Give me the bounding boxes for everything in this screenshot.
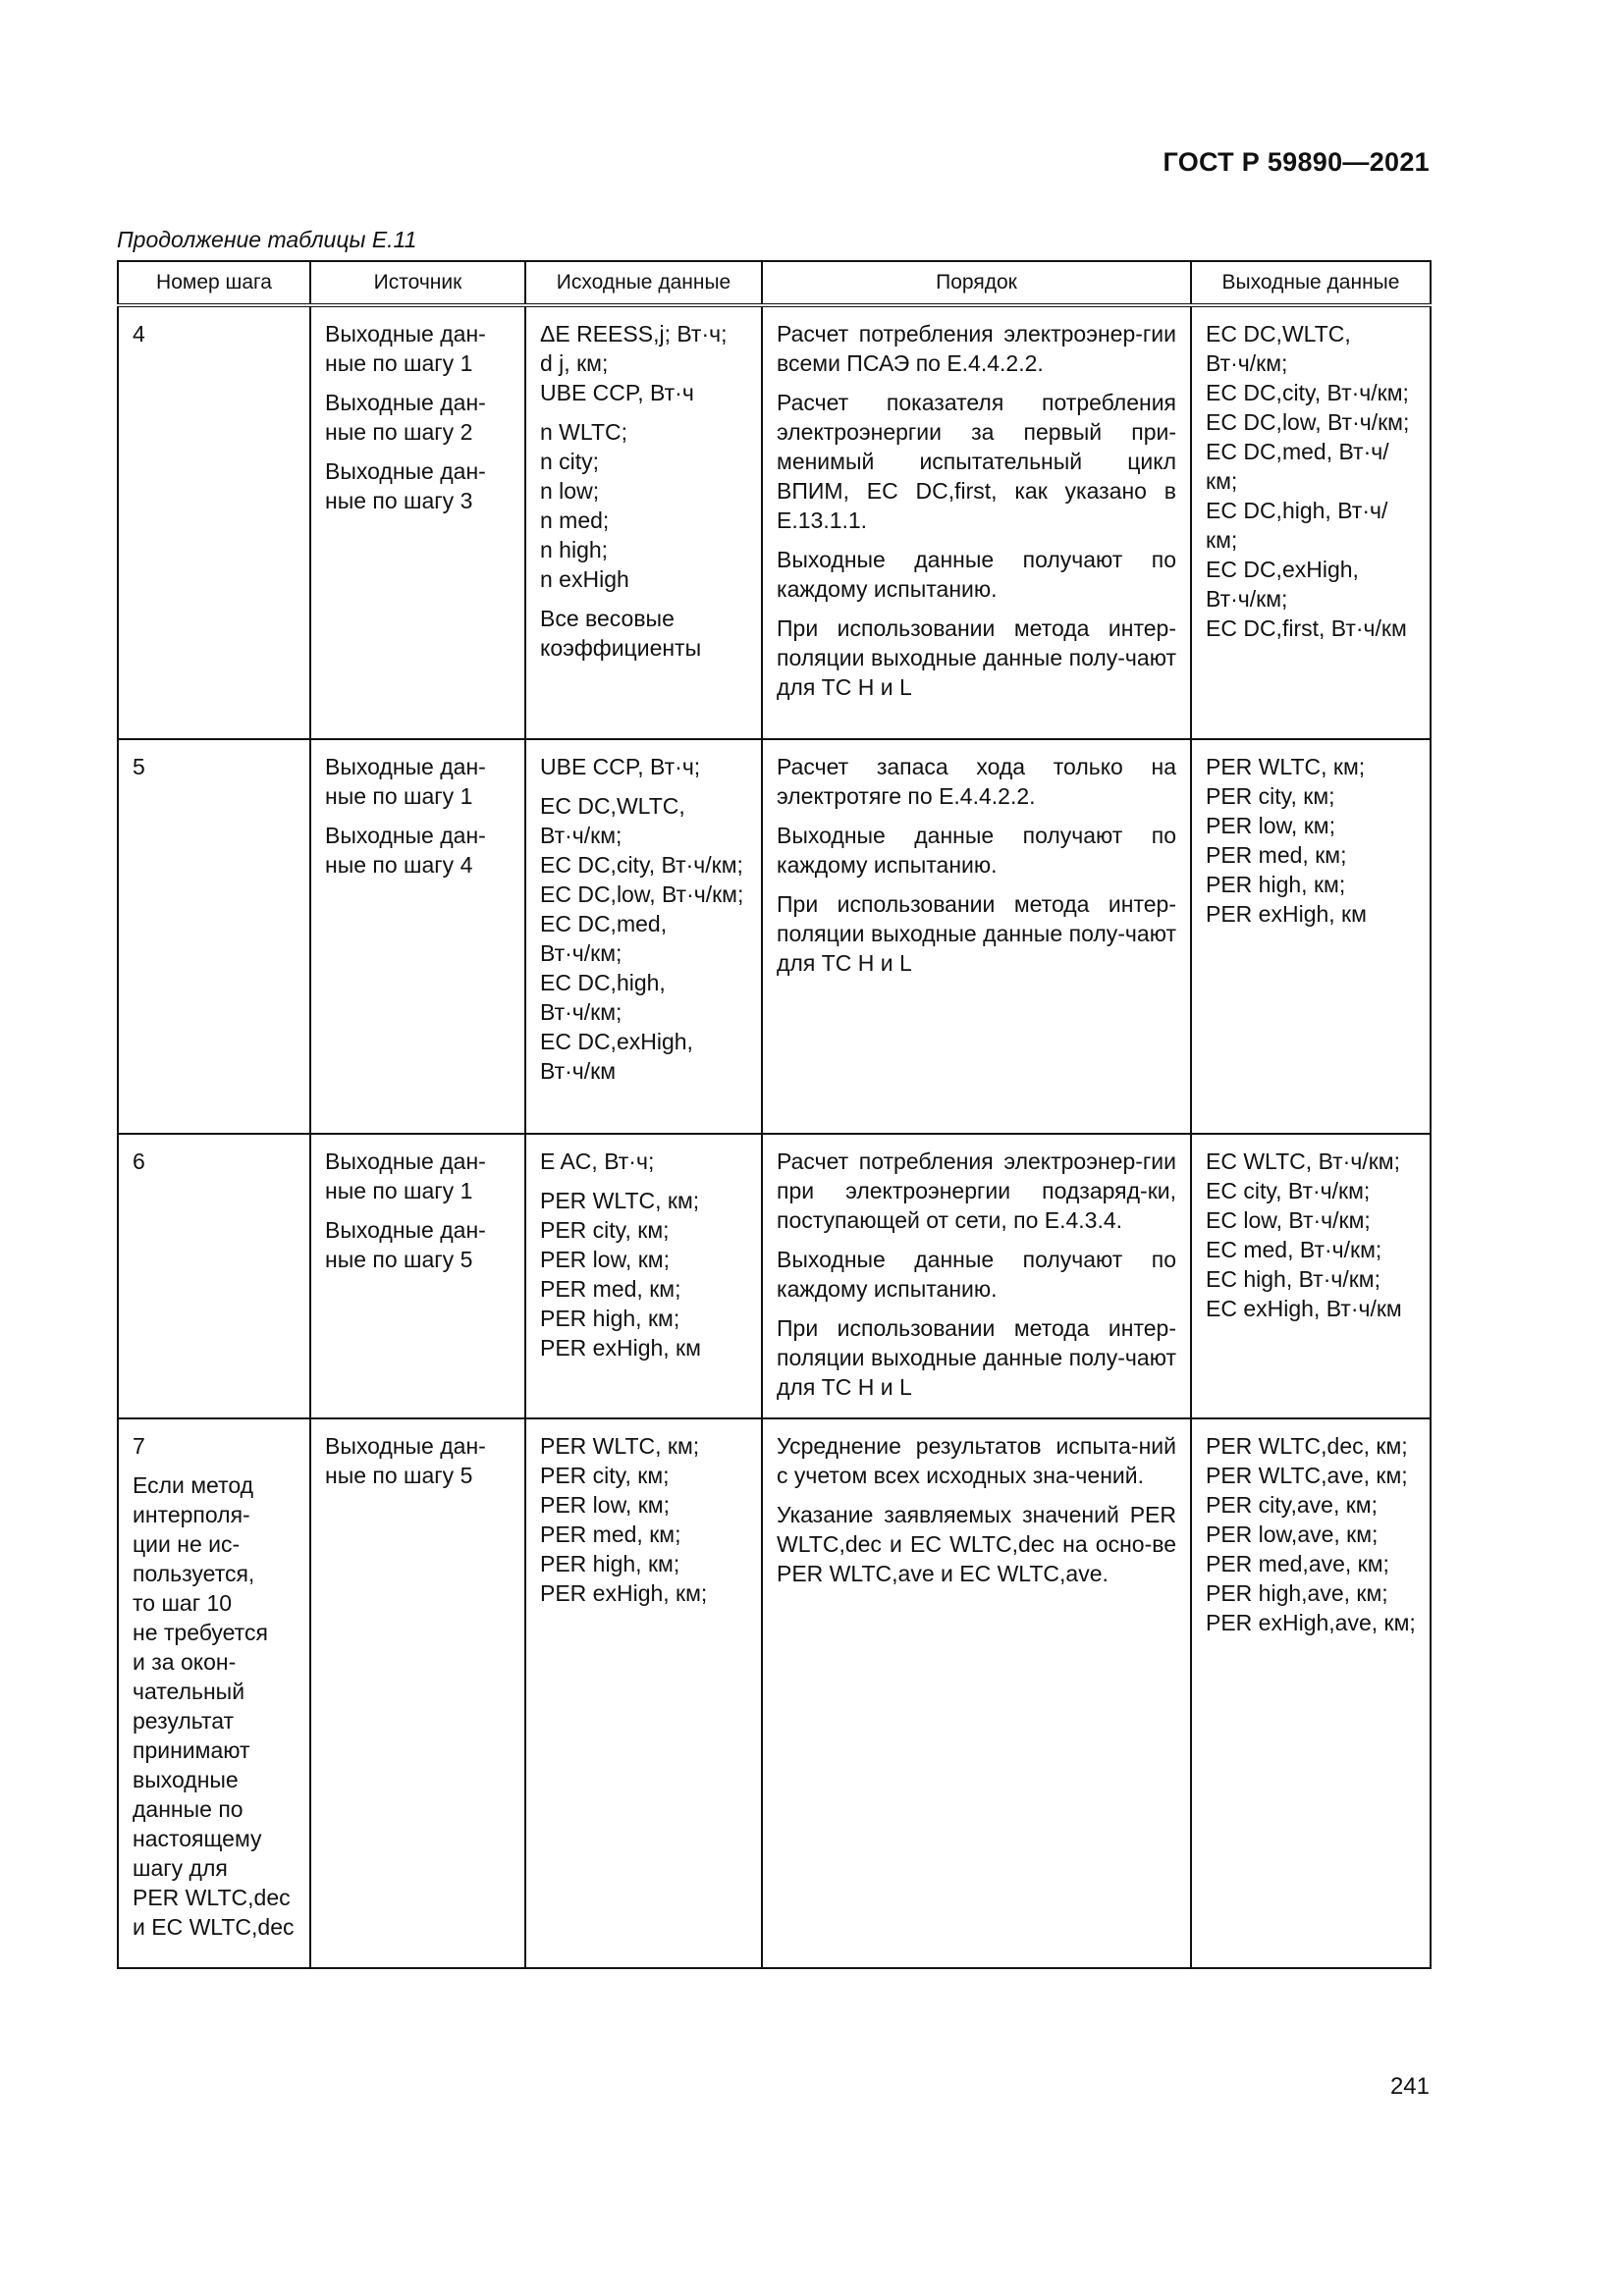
cell-input-text: E AC, Вт·ч;: [540, 1148, 655, 1174]
column-header-input: Исходные данные: [525, 261, 762, 305]
cell-input: [525, 739, 762, 1134]
cell-procedure-text: Выходные данные получают по каждому испытанию.: [777, 823, 1176, 878]
cell-output-text: PER WLTC, км; PER city, км; PER low, км; PER med, км; PER high, км; PER exHigh, км: [1206, 754, 1367, 927]
cell-procedure-text: Расчет потребления электроэнер-гии при электроэнергии подзаряд-ки, поступающей от сети, по Е.4.3.4.: [777, 1148, 1176, 1233]
cell-input: [525, 305, 762, 739]
steps-table: [117, 260, 1432, 1969]
cell-input-text: ΔE REESS,j; Вт·ч; d j, км; UBE CCP, Вт·ч: [540, 321, 728, 405]
cell-source-text: Выходные дан- ные по шагу 1: [325, 1148, 486, 1203]
cell-output-text: EC WLTC, Вт·ч/км; EC city, Вт·ч/км; EC low, Вт·ч/км; EC med, Вт·ч/км; EC high, Вт·ч/км; EC exHigh, Вт·ч/км: [1206, 1148, 1402, 1321]
cell-input: [525, 1418, 762, 1968]
document-code: ГОСТ Р 59890—2021: [1163, 147, 1430, 177]
cell-input-text: Все весовые коэффициенты: [540, 606, 702, 661]
cell-step: [118, 1418, 310, 1968]
cell-procedure-text: При использовании метода интер-поляции выходные данные полу-чают для ТС Н и L: [777, 615, 1176, 700]
cell-procedure-text: Указание заявляемых значений PER WLTC,dec и EC WLTC,dec на осно-ве PER WLTC,ave и EC WLTC,ave.: [777, 1502, 1176, 1586]
table-header-row: [118, 261, 1431, 305]
column-header-source: Источник: [310, 261, 525, 305]
cell-source-text: Выходные дан- ные по шагу 5: [325, 1433, 486, 1488]
cell-input-text: UBE CCP, Вт·ч;: [540, 754, 701, 779]
cell-procedure-text: Выходные данные получают по каждому испытанию.: [777, 547, 1176, 602]
cell-step-text: 6: [133, 1148, 145, 1174]
cell-step-text: 7: [133, 1433, 145, 1459]
cell-procedure-text: Расчет показателя потребления электроэнергии за первый при-менимый испытательный цикл ВПИМ, EC DC,first, как указано в Е.13.1.1.: [777, 390, 1176, 533]
cell-input: [525, 1134, 762, 1418]
page-number: 241: [1389, 2073, 1430, 2100]
cell-source-text: Выходные дан- ные по шагу 4: [325, 823, 486, 878]
cell-source: [310, 1418, 525, 1968]
cell-output-text: EC DC,WLTC, Вт·ч/км; EC DC,city, Вт·ч/км; EC DC,low, Вт·ч/км; EC DC,med, Вт·ч/км; EC DC,high, Вт·ч/км; EC DC,exHigh, Вт·ч/км; EC DC,first, Вт·ч/км: [1206, 321, 1410, 641]
cell-input-text: n WLTC; n city; n low; n med; n high; n exHigh: [540, 419, 629, 592]
cell-procedure-text: Усреднение результатов испыта-ний с учетом всех исходных зна-чений.: [777, 1433, 1176, 1488]
table-row: [118, 739, 1431, 1134]
cell-step: [118, 1134, 310, 1418]
cell-procedure-text: Выходные данные получают по каждому испытанию.: [777, 1247, 1176, 1302]
cell-step-text: 4: [133, 321, 145, 347]
cell-source: [310, 305, 525, 739]
cell-input-text: PER WLTC, км; PER city, км; PER low, км; PER med, км; PER high, км; PER exHigh, км: [540, 1188, 701, 1361]
cell-procedure: [762, 739, 1191, 1134]
cell-step-text: Если метод интерполя- ции не ис- пользуется, то шаг 10 не требуется и за окон- чательный результат принимают выходные данные по настоящему шагу для PER WLTC,dec и EC WLTC,dec: [133, 1472, 295, 1940]
cell-output: [1191, 739, 1431, 1134]
column-header-step: Номер шага: [118, 261, 310, 305]
cell-procedure: [762, 1418, 1191, 1968]
cell-output: [1191, 1418, 1431, 1968]
table-row: [118, 1134, 1431, 1418]
cell-procedure-text: При использовании метода интер-поляции выходные данные полу-чают для ТС Н и L: [777, 891, 1176, 976]
column-header-procedure: Порядок: [762, 261, 1191, 305]
cell-source: [310, 1134, 525, 1418]
table-row: [118, 1418, 1431, 1968]
cell-step: [118, 305, 310, 739]
cell-output: [1191, 305, 1431, 739]
cell-input-text: EC DC,WLTC, Вт·ч/км; EC DC,city, Вт·ч/км; EC DC,low, Вт·ч/км; EC DC,med, Вт·ч/км; EC DC,high, Вт·ч/км; EC DC,exHigh, Вт·ч/км: [540, 793, 744, 1084]
cell-output-text: PER WLTC,dec, км; PER WLTC,ave, км; PER city,ave, км; PER low,ave, км; PER med,ave, км; PER high,ave, км; PER exHigh,ave, км;: [1206, 1433, 1416, 1635]
cell-procedure: [762, 1134, 1191, 1418]
cell-source-text: Выходные дан- ные по шагу 3: [325, 458, 486, 513]
cell-output: [1191, 1134, 1431, 1418]
cell-source-text: Выходные дан- ные по шагу 1: [325, 754, 486, 809]
cell-input-text: PER WLTC, км; PER city, км; PER low, км; PER med, км; PER high, км; PER exHigh, км;: [540, 1433, 708, 1606]
cell-procedure-text: Расчет потребления электроэнер-гии всеми ПСАЭ по Е.4.4.2.2.: [777, 321, 1176, 376]
cell-source-text: Выходные дан- ные по шагу 2: [325, 390, 486, 445]
table-caption: Продолжение таблицы Е.11: [117, 227, 417, 252]
cell-source-text: Выходные дан- ные по шагу 1: [325, 321, 486, 376]
cell-source: [310, 739, 525, 1134]
cell-source-text: Выходные дан- ные по шагу 5: [325, 1217, 486, 1272]
cell-procedure: [762, 305, 1191, 739]
table-row: [118, 305, 1431, 739]
cell-procedure-text: При использовании метода интер-поляции выходные данные полу-чают для ТС Н и L: [777, 1315, 1176, 1400]
column-header-output: Выходные данные: [1191, 261, 1431, 305]
cell-step: [118, 739, 310, 1134]
cell-procedure-text: Расчет запаса хода только на электротяге по Е.4.4.2.2.: [777, 754, 1176, 809]
cell-step-text: 5: [133, 754, 145, 779]
